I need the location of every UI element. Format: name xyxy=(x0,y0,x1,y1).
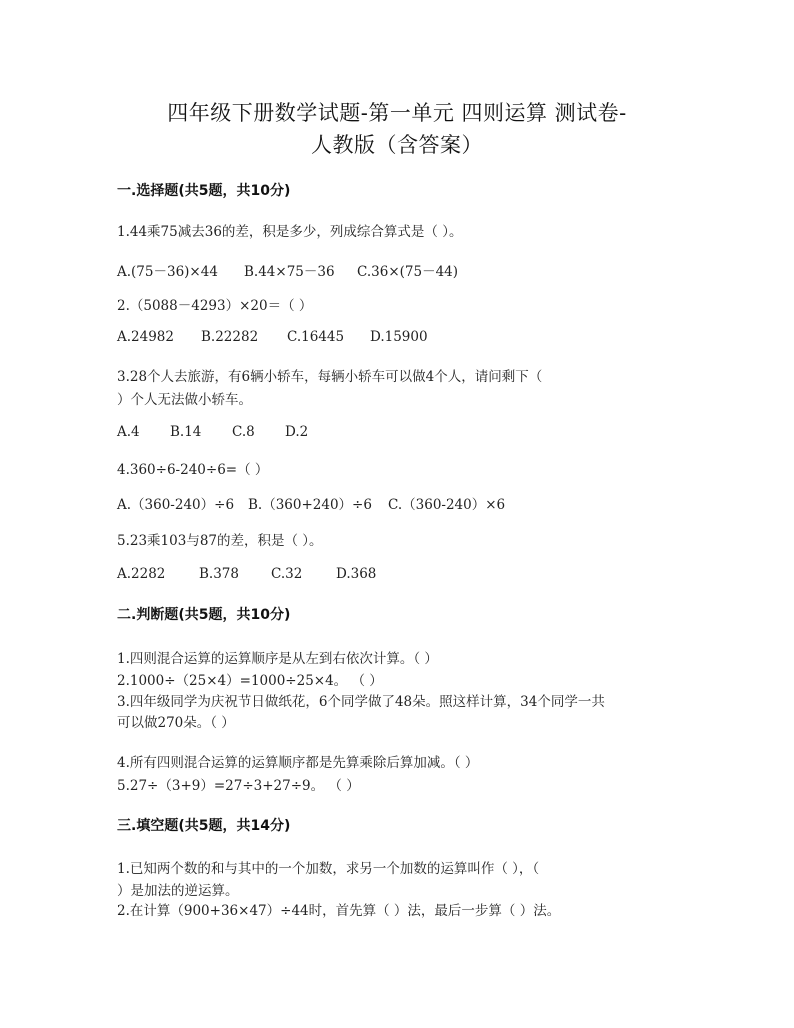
document-title-line-2: 人教版（含答案） xyxy=(311,133,483,157)
question-text-line-2: ）个人无法做小轿车。 xyxy=(117,392,252,408)
question-text: 4.所有四则混合运算的运算顺序都是先算乘除后算加减。（ ） xyxy=(117,755,479,771)
option-d: D.2 xyxy=(285,424,309,440)
question-text-line-2: 可以做270朵。（ ） xyxy=(117,715,235,731)
option-a: A.2282 xyxy=(117,566,166,582)
option-b: B.14 xyxy=(170,424,202,440)
option-a: A.(75－36)×44 xyxy=(117,264,218,280)
question-text: 1.44乘75减去36的差，积是多少，列成综合算式是（ ）。 xyxy=(117,224,463,240)
question-text: 1.四则混合运算的运算顺序是从左到右依次计算。（ ） xyxy=(117,651,438,667)
option-b: B.44×75－36 xyxy=(244,264,335,280)
question-text: 5.27÷（3+9）=27÷3+27÷9。 （ ） xyxy=(117,778,360,794)
question-text: 2.1000÷（25×4）=1000÷25×4。 （ ） xyxy=(117,673,383,689)
section-heading-fill-blank: 三.填空题(共5题，共14分) xyxy=(117,818,291,834)
question-text-line-1: 3.四年级同学为庆祝节日做纸花，6个同学做了48朵。照这样计算，34个同学一共 xyxy=(117,694,605,710)
option-b: B.22282 xyxy=(201,329,259,345)
option-d: D.368 xyxy=(336,566,377,582)
option-b: B.（360+240）÷6 xyxy=(248,497,372,513)
option-a: A.4 xyxy=(117,424,140,440)
option-c: C.（360-240）×6 xyxy=(388,497,506,513)
question-text-line-1: 3.28个人去旅游，有6辆小轿车，每辆小轿车可以做4个人，请问剩下（ xyxy=(117,369,543,385)
question-text-line-2: ）是加法的逆运算。 xyxy=(117,883,239,899)
question-text: 4.360÷6-240÷6=（ ） xyxy=(117,462,269,478)
option-c: C.36×(75－44) xyxy=(357,264,459,280)
option-c: C.32 xyxy=(271,566,303,582)
document-title-line-1: 四年级下册数学试题-第一单元 四则运算 测试卷- xyxy=(167,101,627,125)
option-c: C.16445 xyxy=(287,329,345,345)
section-heading-choice: 一.选择题(共5题，共10分) xyxy=(117,183,291,199)
option-b: B.378 xyxy=(199,566,239,582)
question-text: 2.在计算（900+36×47）÷44时，首先算（ ）法，最后一步算（ ）法。 xyxy=(117,903,561,919)
section-heading-true-false: 二.判断题(共5题，共10分) xyxy=(117,607,291,623)
question-text: 5.23乘103与87的差，积是（ ）。 xyxy=(117,533,323,549)
option-a: A.（360-240）÷6 xyxy=(117,497,235,513)
question-text: 2.（5088－4293）×20＝（ ） xyxy=(117,298,313,314)
option-d: D.15900 xyxy=(370,329,428,345)
question-text-line-1: 1.已知两个数的和与其中的一个加数，求另一个加数的运算叫作（ ），（ xyxy=(117,861,540,877)
option-c: C.8 xyxy=(232,424,255,440)
option-a: A.24982 xyxy=(117,329,174,345)
